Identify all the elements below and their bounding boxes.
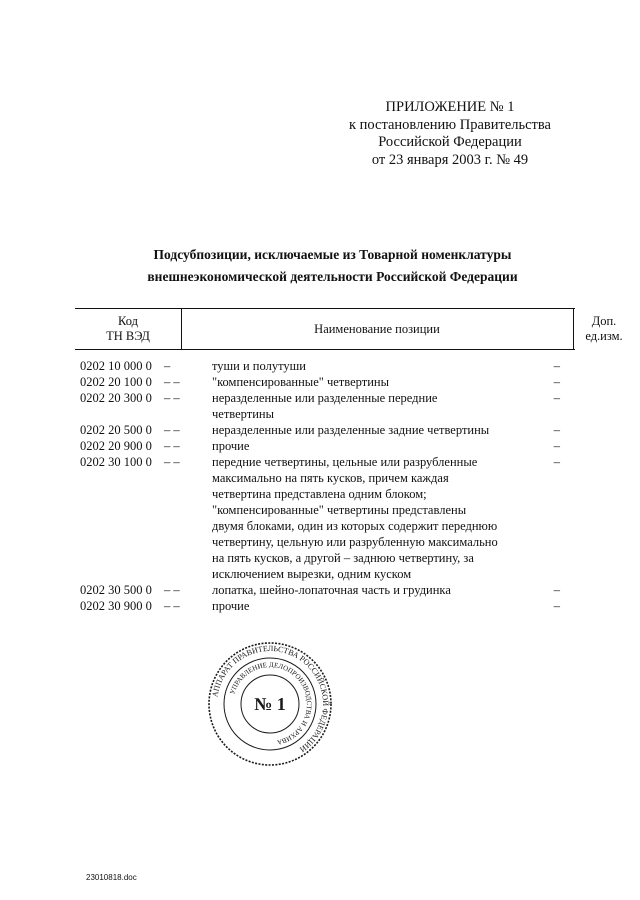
row-dash: – xyxy=(164,359,171,373)
header-extra-line-2: ед.изм. xyxy=(585,329,623,343)
appendix-number: ПРИЛОЖЕНИЕ № 1 xyxy=(385,99,515,115)
row-dash: – – xyxy=(164,599,180,613)
table-row xyxy=(80,358,560,374)
row-name-text: передние четвертины, цельные или разрубленные максимально на пять кусков, причем каждая четвертина представлена одним блоком; "компенсированные" четвертины представлены двумя блоками, один из которых содержит переднюю четвертину, цельную или разрубленную максимально на пять кусков, а другой – заднюю четвертину, за исключением вырезки, одним куском xyxy=(212,455,498,581)
row-code: 0202 20 900 0 xyxy=(80,439,152,453)
seal-inner-text: УПРАВЛЕНИЕ ДЕЛОПРОИЗВОДСТВА И АРХИВА xyxy=(228,660,314,747)
row-name-text: неразделенные или разделенные передние четвертины xyxy=(212,391,438,421)
row-code: 0202 20 100 0 xyxy=(80,375,152,389)
table-row xyxy=(80,438,560,454)
file-name: 23010818.doc xyxy=(86,873,137,882)
appendix-reference: к постановлению Правительства xyxy=(349,116,551,133)
appendix-government: Российской Федерации xyxy=(378,134,522,150)
row-extra: – xyxy=(553,583,560,597)
row-extra: – xyxy=(553,359,560,373)
seal-outer-text: АППАРАТ ПРАВИТЕЛЬСТВА РОССИЙСКОЙ ФЕДЕРАЦИИ xyxy=(210,643,331,754)
header-code xyxy=(75,309,182,349)
row-name-text: прочие xyxy=(212,599,250,613)
seal-number: № 1 xyxy=(254,694,286,714)
row-name xyxy=(164,454,498,582)
row-extra: – xyxy=(553,391,560,405)
row-extra: – xyxy=(553,439,560,453)
row-dash: – – xyxy=(164,455,180,469)
row-name xyxy=(164,390,498,422)
row-name xyxy=(164,582,498,598)
appendix-date: от 23 января 2003 г. № 49 xyxy=(371,151,529,168)
row-dash: – – xyxy=(164,423,180,437)
table-row xyxy=(80,422,560,438)
table-row xyxy=(80,454,560,582)
title-line-2: внешнеэкономической деятельности Российской Федерации xyxy=(147,269,518,284)
row-extra: – xyxy=(553,599,560,613)
row-name xyxy=(164,598,498,614)
table-row xyxy=(80,390,560,422)
row-extra: – xyxy=(553,455,560,469)
official-seal-stamp xyxy=(206,640,334,768)
header-name xyxy=(181,309,574,349)
document-title xyxy=(60,244,605,288)
row-code: 0202 30 900 0 xyxy=(80,599,152,613)
row-code: 0202 20 500 0 xyxy=(80,423,152,437)
row-dash: – – xyxy=(164,391,180,405)
row-code: 0202 10 000 0 xyxy=(80,359,152,373)
table-row xyxy=(80,374,560,390)
row-name-text: туши и полутуши xyxy=(212,359,306,373)
row-extra: – xyxy=(553,423,560,437)
appendix-header xyxy=(300,99,600,169)
row-dash: – – xyxy=(164,375,180,389)
header-name-label: Наименование позиции xyxy=(314,321,440,336)
header-extra-line-1: Доп. xyxy=(591,314,617,328)
table-header xyxy=(75,308,623,350)
row-name-text: "компенсированные" четвертины xyxy=(212,375,389,389)
row-name xyxy=(164,374,498,390)
header-code-line-1: Код xyxy=(118,314,138,328)
row-code: 0202 30 500 0 xyxy=(80,583,152,597)
row-name xyxy=(164,438,498,454)
row-name-text: лопатка, шейно-лопаточная часть и грудинка xyxy=(212,583,451,597)
row-dash: – – xyxy=(164,439,180,453)
header-extra-unit xyxy=(573,309,635,349)
header-code-line-2: ТН ВЭД xyxy=(106,329,150,343)
table-body xyxy=(80,358,560,614)
row-name-text: неразделенные или разделенные задние четвертины xyxy=(212,423,490,437)
row-dash: – – xyxy=(164,583,180,597)
row-code: 0202 20 300 0 xyxy=(80,391,152,405)
row-name xyxy=(164,358,498,374)
row-extra: – xyxy=(553,375,560,389)
table-row xyxy=(80,582,560,598)
row-name xyxy=(164,422,498,438)
row-name-text: прочие xyxy=(212,439,250,453)
title-line-1: Подсубпозиции, исключаемые из Товарной номенклатуры xyxy=(153,247,512,262)
row-code: 0202 30 100 0 xyxy=(80,455,152,469)
table-row xyxy=(80,598,560,614)
